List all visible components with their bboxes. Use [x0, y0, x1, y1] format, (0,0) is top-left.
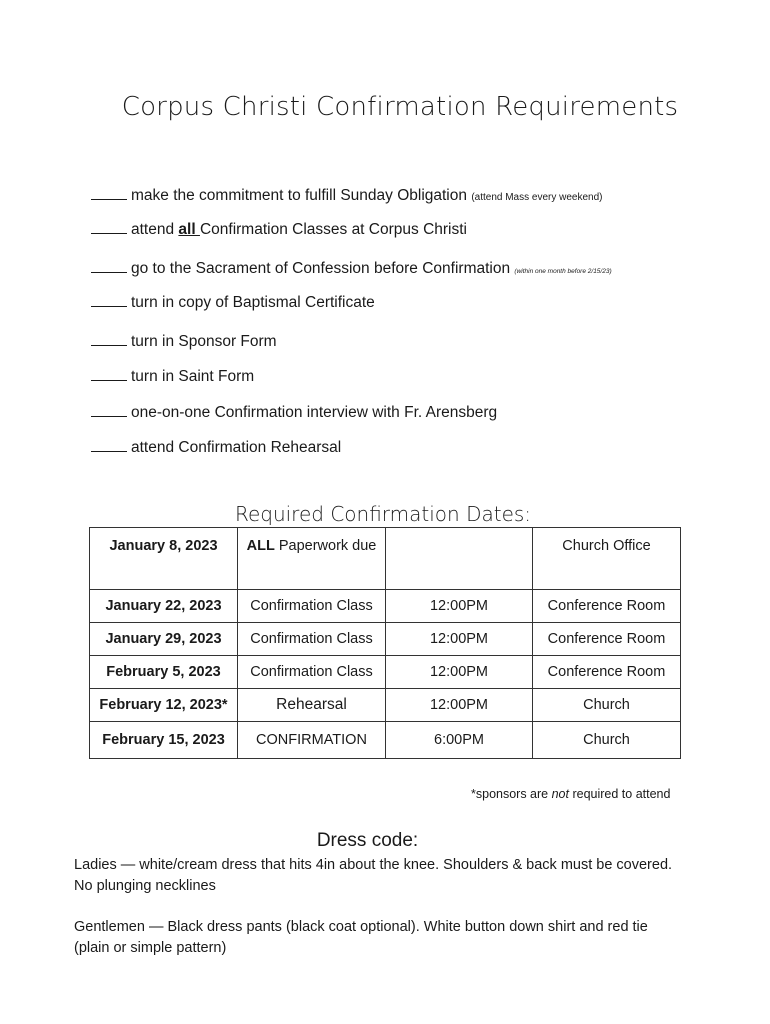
checklist-item-baptismal-certificate: [91, 292, 375, 312]
footnote-emphasis: not: [551, 787, 569, 801]
date-cell: February 15, 2023: [90, 722, 238, 759]
event-cell: CONFIRMATION: [238, 722, 386, 759]
date-cell: January 22, 2023: [90, 590, 238, 623]
checklist-item-text: one-on-one Confirmation interview with Fr. Arensberg: [131, 404, 498, 421]
table-row: [90, 722, 681, 759]
time-cell: 12:00PM: [386, 623, 533, 656]
event-cell: [238, 528, 386, 590]
checkbox-blank: [91, 258, 127, 273]
checklist-item-text: make the commitment to fulfill Sunday Obligation: [131, 187, 467, 204]
checklist-item-text: attend Confirmation Rehearsal: [131, 439, 342, 456]
place-cell: Church: [533, 689, 681, 722]
dates-heading: Required Confirmation Dates:: [234, 502, 532, 526]
event-cell: Confirmation Class: [238, 623, 386, 656]
footnote-text: required to attend: [569, 787, 671, 801]
dates-table: [89, 527, 681, 759]
time-cell: 12:00PM: [386, 689, 533, 722]
table-row: [90, 689, 681, 722]
checklist-item-text: attend: [131, 221, 179, 238]
time-cell: 6:00PM: [386, 722, 533, 759]
place-cell: Church Office: [533, 528, 681, 590]
checklist-item-text: go to the Sacrament of Confession before Confirmation: [131, 260, 511, 277]
checkbox-blank: [91, 292, 127, 307]
place-cell: Conference Room: [533, 590, 681, 623]
time-cell: 12:00PM: [386, 656, 533, 689]
event-emphasis: ALL: [246, 538, 275, 554]
table-row: [90, 623, 681, 656]
time-cell: [386, 528, 533, 590]
table-row: [90, 590, 681, 623]
checklist-item-saint-form: [91, 366, 254, 386]
event-cell: Confirmation Class: [238, 656, 386, 689]
date-cell: January 29, 2023: [90, 623, 238, 656]
checklist-item-sponsor-form: [91, 331, 277, 351]
event-text: Paperwork due: [274, 538, 377, 554]
checklist-item-text: Confirmation Classes at Corpus Christi: [199, 221, 467, 238]
checklist-item-text: turn in Sponsor Form: [131, 333, 277, 350]
checklist-item-note: (attend Mass every weekend): [471, 192, 603, 203]
checkbox-blank: [91, 402, 127, 417]
table-row: [90, 656, 681, 689]
checklist-item-text: turn in Saint Form: [131, 368, 255, 385]
place-cell: Church: [533, 722, 681, 759]
checkbox-blank: [91, 185, 127, 200]
dress-code-ladies: Ladies — white/cream dress that hits 4in about the knee. Shoulders & back must be covered. No plunging necklines: [74, 857, 673, 894]
checklist-item-note: (within one month before 2/15/23): [514, 268, 612, 275]
checkbox-blank: [91, 219, 127, 234]
event-cell: Confirmation Class: [238, 590, 386, 623]
checkbox-blank: [91, 366, 127, 381]
table-row: [90, 528, 681, 590]
place-cell: Conference Room: [533, 623, 681, 656]
emphasis-all: all: [178, 221, 200, 238]
checklist-item-confession: [91, 258, 612, 278]
place-cell: Conference Room: [533, 656, 681, 689]
checklist-item-sunday-obligation: [91, 185, 602, 205]
checklist-item-text: turn in copy of Baptismal Certificate: [131, 294, 375, 311]
checklist-item-interview: [91, 402, 497, 422]
footnote-text: *sponsors are: [471, 787, 552, 801]
time-cell: 12:00PM: [386, 590, 533, 623]
page-title: Corpus Christi Confirmation Requirements: [121, 92, 679, 122]
checklist-item-classes: [91, 219, 467, 239]
dress-code-heading: Dress code:: [316, 830, 419, 851]
checkbox-blank: [91, 437, 127, 452]
date-cell: January 8, 2023: [90, 528, 238, 590]
dress-code-gentlemen: Gentlemen — Black dress pants (black coat optional). White button down shirt and red tie (plain or simple pattern): [74, 919, 648, 956]
date-cell: February 12, 2023*: [90, 689, 238, 722]
checkbox-blank: [91, 331, 127, 346]
date-cell: February 5, 2023: [90, 656, 238, 689]
sponsor-footnote: [471, 787, 670, 801]
checklist-item-rehearsal: [91, 437, 341, 457]
event-cell: Rehearsal: [238, 689, 386, 722]
